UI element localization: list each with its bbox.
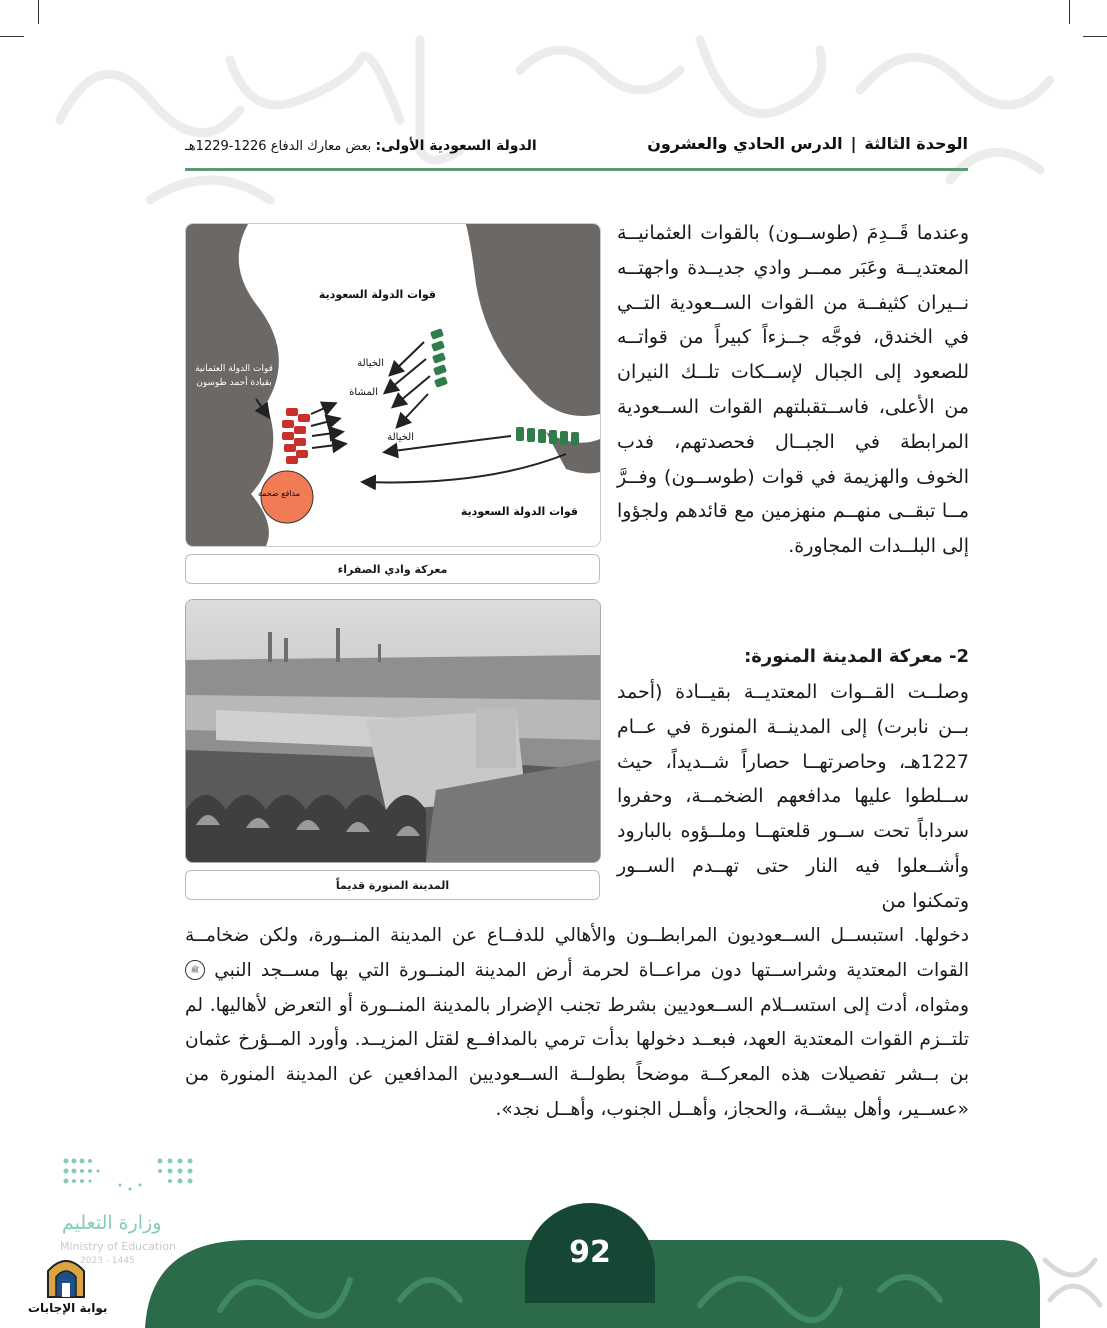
lesson-title: الدرس الحادي والعشرون — [647, 134, 843, 153]
saudi-cavalry-units — [430, 328, 448, 388]
header-separator: | — [850, 134, 857, 153]
map-label-ottoman: قوات الدولة العثمانية بقيادة أحمد طوسون — [195, 364, 273, 388]
header-subtitle — [185, 138, 537, 154]
section2-text-part1: دخولها. استبســل الســعوديون المرابطــون والأهالي للدفــاع عن المدينة المنــورة، ولكن ضخامــة القوات المعتدية وشراســتها دون مراعــاة لحرمة أرض المدينة المنــورة التي بها مســجد النبي — [185, 925, 969, 981]
madinah-photo — [185, 599, 601, 863]
site-logo[interactable] — [28, 1253, 108, 1323]
ministry-logo — [40, 1150, 220, 1270]
crop-mark — [1083, 36, 1107, 37]
ottoman-units — [282, 408, 310, 464]
photo-caption: المدينة المنورة قديماً — [185, 870, 600, 900]
section2-paragraph-full — [185, 919, 969, 1128]
old-madinah-photo — [186, 600, 600, 862]
state-subtitle: بعض معارك الدفاع 1226-1229هـ — [185, 139, 372, 154]
map-label-saudi-top: قوات الدولة السعودية — [318, 288, 436, 301]
page-number: 92 — [525, 1203, 655, 1303]
ministry-name-en: Ministry of Education — [60, 1240, 177, 1253]
map-label-infantry: المشاة — [349, 387, 378, 398]
map-caption: معركة وادي الصفراء — [185, 554, 600, 584]
gate-icon — [44, 1253, 88, 1299]
site-logo-label: بوابة الإجابات — [28, 1301, 108, 1315]
salawat-icon: ﷺ — [185, 960, 205, 980]
header-rule — [185, 168, 968, 171]
crop-mark — [0, 36, 24, 37]
map-label-cavalry-2: الخيالة — [387, 432, 414, 443]
crop-mark — [38, 0, 39, 24]
map-label-saudi-bottom: قوات الدولة السعودية — [460, 505, 578, 518]
unit-title: الوحدة الثالثة — [864, 134, 968, 153]
ministry-dots-icon — [60, 1155, 220, 1205]
section1-paragraph: وعندما قَــدِمَ (طوســون) بالقوات العثمانيــة المعتديــة وعَبَر ممــر وادي جديــدة واجهتــه نــيران كثيفــة من القوات الســعودية التــي في الخندق، فوجَّه جــزءاً كبيراً من قواتــه للصعود إلى الجبال لإســكات تلــك النيران من الأعلى، فاســتقبلتهم القوات الســعودية المرابطة في الجبــال فحصدتهم، فدب الخوف والهزيمة في قوات (طوســون) وفــرَّ مــا تبقــى منهــم منهزمين مع قائدهم ولجؤوا إلى البلــدات المجاورة. — [617, 222, 969, 558]
section2-heading: 2- معركة المدينة المنورة: — [744, 646, 969, 667]
map-label-cannons: مدافع ضخمة — [257, 489, 300, 498]
ministry-name: وزارة التعليم — [62, 1212, 162, 1234]
crop-mark — [1069, 0, 1070, 24]
section2-paragraph-narrow: وصلــت القــوات المعتديــة بقيــادة (أحمد بــن نابرت) إلى المدينــة المنورة في عــام 1227هـ، وحاصرتهــا حصاراً شــديداً، حيث ســلطوا عليها مدافعهم الضخمــة، وحفروا سرداباً تحت ســور قلعتهــا وملــؤوه بالبارود وأشــعلوا فيه النار حتى تهــدم الســور وتمكنوا من — [617, 681, 969, 912]
section2-text-part2: ومثواه، أدت إلى استســلام الســعوديين بشرط تجنب الإضرار بالمدينة المنــورة أو التعرض لأهاليها. لم تلتــزم القوات المعتدية العهد، فبعــد دخولها بدأت ترمي بالمدافــع لقتل المزيــد. وأورد المــؤرخ عثمان بن بــشر تفصيلات هذه المعركــة موضحاً بطولــة الســعوديين المدافعين عن المدينة المنورة من «عســير، وأهل بيشــة، والحجاز، وأهــل الجنوب، وأهــل نجد». — [185, 994, 969, 1120]
map-label-cavalry-1: الخيالة — [357, 358, 384, 369]
page-header — [185, 128, 968, 158]
right-mountain — [466, 224, 600, 416]
ministry-year: 2023 - 1445 — [80, 1256, 135, 1266]
unit-lesson-title — [647, 134, 968, 153]
state-title: الدولة السعودية الأولى: — [375, 138, 537, 154]
calligraphy-background — [0, 0, 1107, 230]
battle-map-figure — [185, 223, 601, 547]
